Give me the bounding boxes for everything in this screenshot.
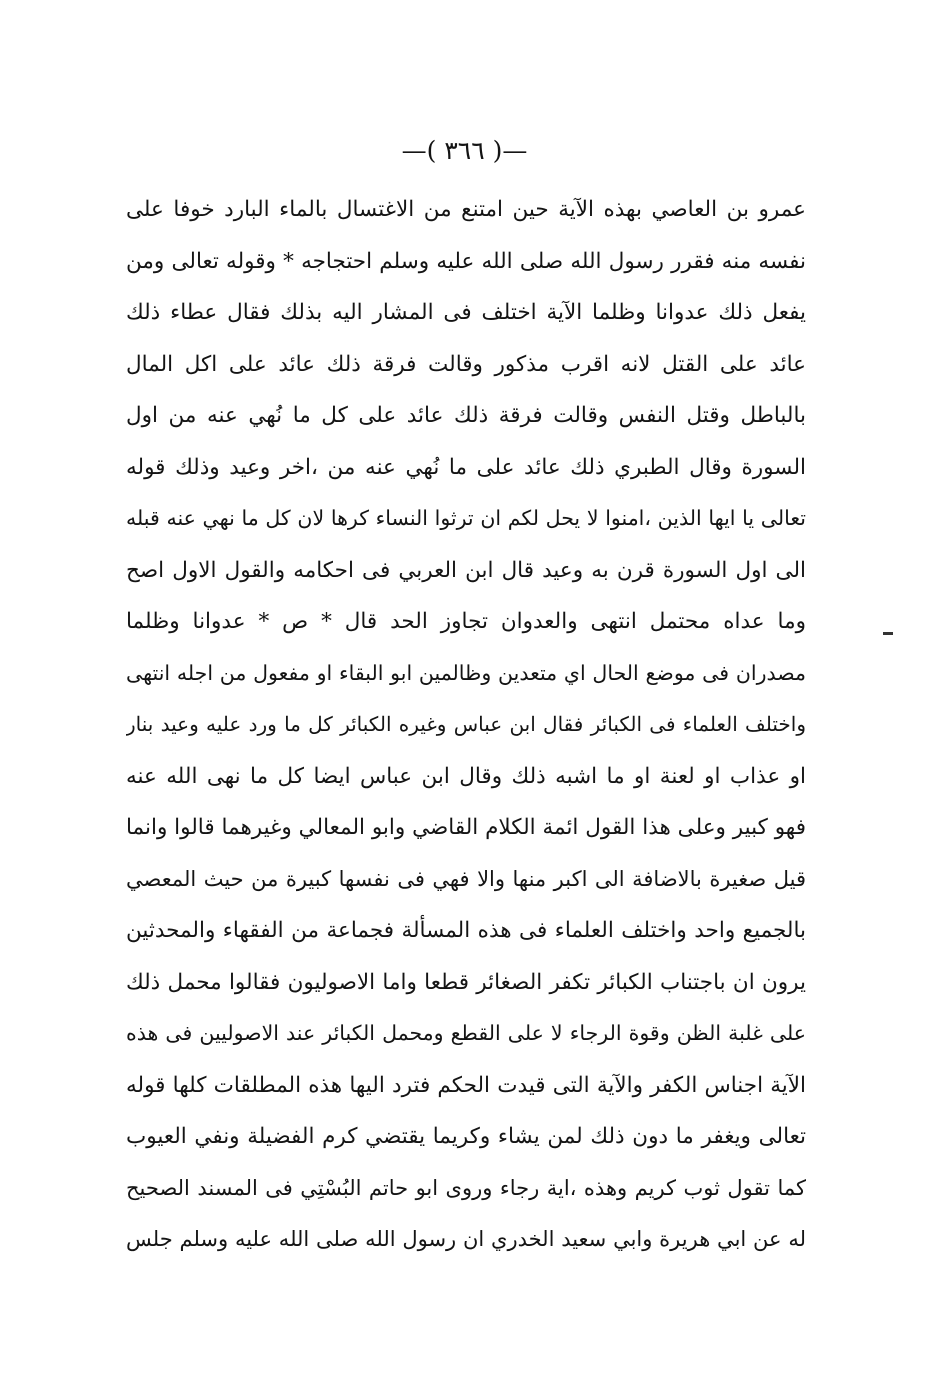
text-line-7: تعالى يا ايها الذين ،امنوا لا يحل لكم ان ترثوا النساء كرها لان كل ما نهي عنه قبله bbox=[126, 506, 806, 530]
text-line-6: السورة وقال الطبري ذلك عائد على ما نُهي عنه من ،اخر وعيد وذلك قوله bbox=[126, 454, 806, 480]
text-line-3: يفعل ذلك عدوانا وظلما الآية اختلف فى المشار اليه بذلك فقال عطاء ذلك bbox=[126, 300, 806, 325]
text-line-21: له عن ابي هريرة وابي سعيد الخدري ان رسول الله صلى الله عليه وسلم جلس bbox=[126, 1227, 806, 1251]
text-line-2: نفسه منه فقرر رسول الله صلى الله عليه وسلم احتجاجه * وقوله تعالى ومن bbox=[126, 248, 806, 274]
margin-mark bbox=[883, 632, 893, 635]
text-line-20: كما تقول ثوب كريم وهذه ،اية رجاء وروى ابو حاتم البُسْتِي فى المسند الصحيح bbox=[126, 1175, 806, 1200]
text-line-17: على غلبة الظن وقوة الرجاء لا على القطع ومحمل الكبائر عند الاصوليين فى هذه bbox=[126, 1021, 806, 1045]
text-line-18: الآية اجناس الكفر والآية التى قيدت الحكم فترد اليها هذه المطلقات كلها قوله bbox=[126, 1072, 806, 1098]
text-line-14: قيل صغيرة بالاضافة الى اكبر منها والا فهي فى نفسها كبيرة من حيث المعصي bbox=[126, 866, 806, 891]
text-line-15: بالجميع واحد واختلف العلماء فى هذه المسألة فجماعة من الفقهاء والمحدثين bbox=[126, 918, 806, 943]
body-text bbox=[126, 184, 806, 1266]
page-number: —( ٣٦٦ )— bbox=[401, 136, 528, 165]
text-line-5: بالباطل وقتل النفس وقالت فرقة ذلك عائد على كل ما نُهي عنه من اول bbox=[126, 403, 806, 428]
text-line-10: مصدران فى موضع الحال اي متعدين وظالمين ابو البقاء او مفعول من اجله انتهى bbox=[126, 660, 806, 685]
text-line-12: او عذاب او لعنة او ما اشبه ذلك وقال ابن عباس ايضا كل ما نهى الله عنه bbox=[126, 763, 806, 789]
text-line-4: عائد على القتل لانه اقرب مذكور وقالت فرقة ذلك عائد على اكل المال bbox=[126, 351, 806, 377]
text-line-8: الى اول السورة قرن به وعيد قال ابن العربي فى احكامه والقول الاول اصح bbox=[126, 557, 806, 583]
text-line-13: فهو كبير وعلى هذا القول ائمة الكلام القاضي وابو المعالي وغيرهما قالوا وانما bbox=[126, 815, 806, 840]
text-line-9: وما عداه محتمل انتهى والعدوان تجاوز الحد قال * ص * عدوانا وظلما bbox=[126, 609, 806, 634]
text-line-1: عمرو بن العاصي بهذه الآية حين امتنع من الاغتسال بالماء البارد خوفا على bbox=[126, 197, 806, 222]
text-line-16: يرون ان باجتناب الكبائر تكفر الصغائر قطعا واما الاصوليون فقالوا محمل ذلك bbox=[126, 969, 806, 995]
text-line-19: تعالى ويغفر ما دون ذلك لمن يشاء وكريما يقتضي كرم الفضيلة ونفي العيوب bbox=[126, 1124, 806, 1149]
text-line-11: واختلف العلماء فى الكبائر فقال ابن عباس وغيره الكبائر كل ما ورد عليه وعيد بنار bbox=[126, 712, 806, 736]
